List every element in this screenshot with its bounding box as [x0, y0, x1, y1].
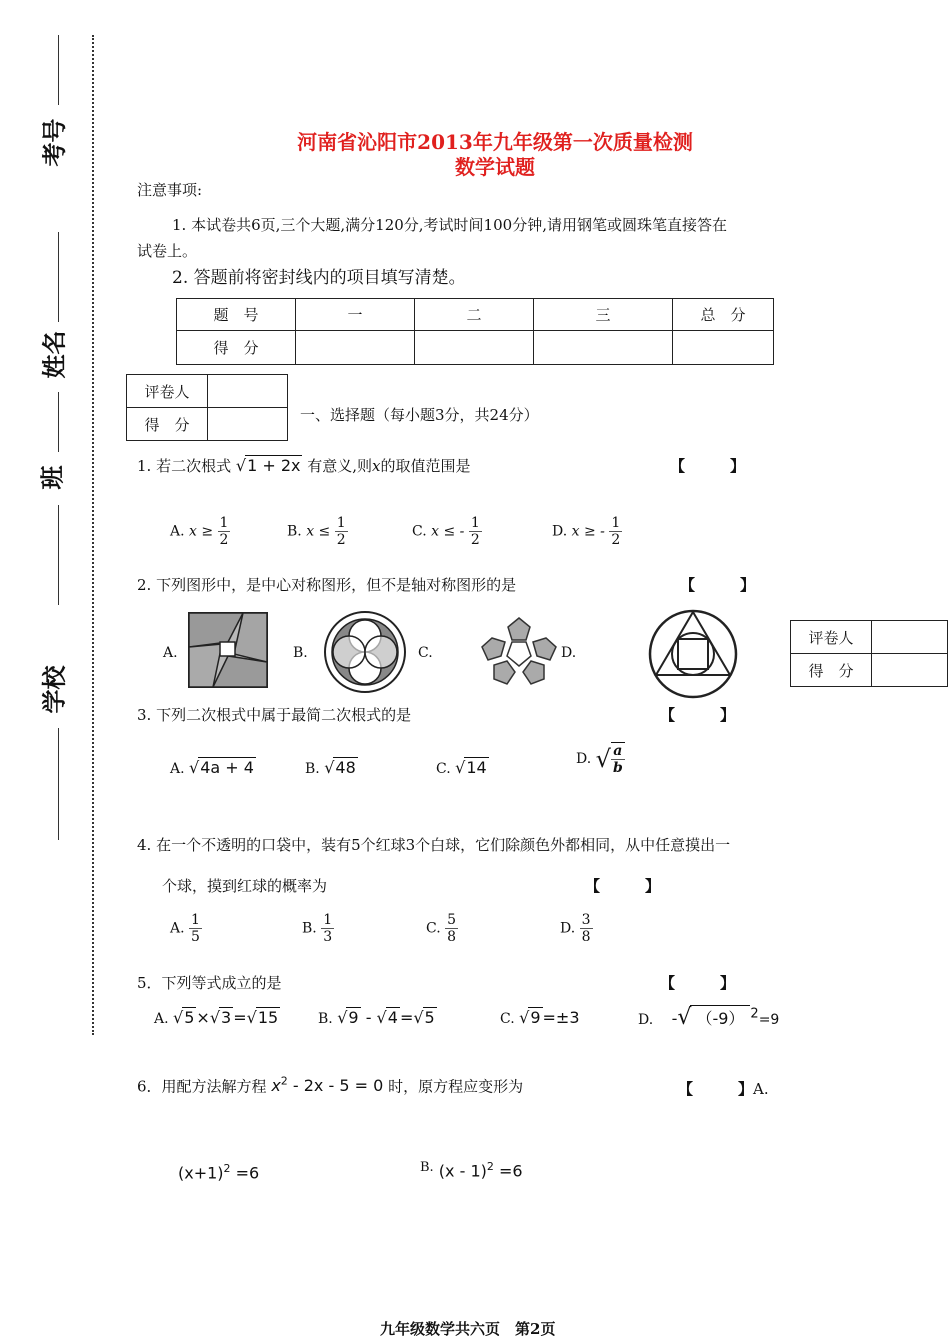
- q5-c-r1: 9: [530, 1008, 541, 1027]
- q3-d-den: b: [612, 760, 623, 776]
- margin-line-ban-top: [58, 392, 59, 452]
- seal-dotted-line: [92, 35, 94, 1035]
- q1-d-den: 2: [611, 532, 621, 548]
- q5-a-eq: =: [233, 1008, 247, 1027]
- reviewer-cell[interactable]: [208, 375, 288, 408]
- q6-stem-a: 6．用配方法解方程: [137, 1077, 267, 1096]
- q6-answer-bracket[interactable]: [678, 1078, 769, 1099]
- reviewer2-label: 评卷人: [791, 621, 872, 654]
- score-header-3: 三: [534, 299, 673, 331]
- q6-bracket-text: 【 】: [678, 1080, 754, 1098]
- q4-stem-a: 4. 在一个不透明的口袋中，装有5个红球3个白球，它们除颜色外都相同，从中任意摸出一: [137, 836, 731, 854]
- score-cell-1[interactable]: [296, 331, 415, 365]
- notice-item1b: 试卷上。: [137, 242, 198, 260]
- q1-stem-c: 的取值范围是: [380, 457, 471, 475]
- reviewer-score-cell[interactable]: [208, 408, 288, 441]
- score-row-label: 得 分: [177, 331, 296, 365]
- q1-stem-b: 有意义,则: [307, 457, 373, 475]
- q5-a-r3: 15: [257, 1008, 279, 1027]
- page-title: 河南省沁阳市2013年九年级第一次质量检测: [297, 130, 693, 154]
- q6-eq-exp: 2: [280, 1075, 288, 1088]
- q6-option-a[interactable]: [178, 1162, 259, 1182]
- q6-b-exp: 2: [486, 1160, 494, 1173]
- q6-a-expr: (x+1): [178, 1163, 224, 1183]
- q1-stem-a: 1. 若二次根式: [137, 457, 232, 475]
- q5-b-label: B.: [318, 1011, 333, 1027]
- q4-b-num: 1: [323, 912, 333, 928]
- q1-sqrt: √1 + 2x: [235, 456, 301, 475]
- q6-b-expr: (x - 1): [438, 1161, 487, 1181]
- q2-label-c[interactable]: C.: [418, 645, 433, 661]
- q1-b-num: 1: [336, 515, 346, 531]
- q4-c-num: 5: [447, 912, 457, 928]
- reviewer2-score-label: 得 分: [791, 654, 872, 687]
- q5-b-r3: 5: [424, 1008, 435, 1027]
- q1-b-rel: x ≤: [306, 523, 331, 540]
- q6-b-label: B.: [420, 1160, 434, 1175]
- q4-d-frac: [580, 912, 593, 945]
- q4-option-b[interactable]: [302, 912, 334, 945]
- q5-d-rest: =9: [758, 1012, 780, 1028]
- q3-d-sqrt: √: [595, 745, 611, 773]
- q2-label-d[interactable]: D.: [561, 645, 577, 661]
- q5-d-exp: 2: [750, 1006, 759, 1022]
- q5-option-b[interactable]: [318, 1007, 437, 1027]
- q2-figure-b: [323, 610, 407, 694]
- q4-option-a[interactable]: [170, 912, 202, 945]
- q4-a-den: 5: [191, 929, 200, 945]
- q4-b-frac: [321, 912, 334, 945]
- q4-a-num: 1: [191, 912, 200, 928]
- q4-b-label: B.: [302, 920, 317, 937]
- q6-eq-base: x: [271, 1076, 281, 1096]
- q4-c-den: 8: [447, 929, 457, 945]
- q1-stem: [137, 455, 471, 476]
- q5-c-label: C.: [500, 1011, 515, 1027]
- score-header-0: 题 号: [177, 299, 296, 331]
- q5-stem: 5．下列等式成立的是: [137, 974, 282, 992]
- q2-stem: 2. 下列图形中，是中心对称图形，但不是轴对称图形的是: [137, 576, 517, 594]
- score-cell-2[interactable]: [415, 331, 534, 365]
- q4-b-den: 3: [323, 929, 333, 945]
- q1-d-frac: [609, 515, 622, 548]
- q1-a-label: A.: [170, 523, 185, 540]
- q2-figure-c: [478, 616, 560, 694]
- margin-line-xingming: [58, 232, 59, 322]
- q1-a-frac: [218, 515, 231, 548]
- page-subtitle: 数学试题: [455, 155, 535, 179]
- score-header-1: 一: [296, 299, 415, 331]
- reviewer2-cell[interactable]: [872, 621, 948, 654]
- q6-stem-b: 时，原方程应变形为: [388, 1077, 524, 1096]
- margin-line-kaohao: [58, 35, 59, 105]
- q5-b-op: -: [365, 1008, 372, 1027]
- q1-b-den: 2: [336, 532, 346, 548]
- q1-d-label: D.: [552, 523, 568, 540]
- q3-option-a[interactable]: [170, 757, 256, 777]
- q3-c-sqrt: √14: [455, 758, 487, 777]
- margin-label-xuexiao: 学校: [40, 665, 69, 714]
- reviewer2-score-cell[interactable]: [872, 654, 948, 687]
- q6-stem: [137, 1075, 523, 1096]
- q3-b-radicand: 48: [335, 758, 356, 777]
- q1-c-label: C.: [412, 523, 427, 540]
- q4-d-num: 3: [581, 912, 591, 928]
- margin-line-ban-bottom: [58, 505, 59, 605]
- q1-d-rel: x ≥ -: [571, 523, 605, 540]
- q6-equation: [271, 1076, 383, 1095]
- q5-b-r2: 4: [387, 1008, 398, 1027]
- q5-c-expr: √9 =±3: [519, 1008, 580, 1027]
- q5-a-expr: √5 ×√3 =√15: [173, 1008, 279, 1027]
- q1-option-d[interactable]: [552, 515, 622, 548]
- q5-a-op: ×: [196, 1008, 210, 1027]
- q4-d-den: 8: [581, 929, 591, 945]
- q1-var: x: [372, 457, 381, 475]
- q6-a-exp: 2: [223, 1162, 231, 1175]
- q3-b-label: B.: [305, 761, 320, 777]
- q3-option-b[interactable]: [305, 757, 358, 777]
- q1-d-num: 1: [611, 515, 621, 531]
- q3-d-num: a: [611, 743, 625, 760]
- q4-c-label: C.: [426, 920, 441, 937]
- margin-label-ban: 班: [38, 465, 67, 490]
- q3-d-frac: [611, 742, 625, 776]
- q5-d-minus: -: [671, 1009, 678, 1028]
- q5-d-label: D.: [638, 1012, 654, 1028]
- page-footer: 九年级数学共六页 第2页: [380, 1320, 556, 1338]
- q3-b-sqrt: √48: [324, 758, 356, 777]
- margin-line-xuexiao: [58, 728, 59, 840]
- q5-d-expr: -√ （-9） $^2$=9: [671, 1005, 780, 1030]
- q4-c-frac: [445, 912, 458, 945]
- q1-c-rel: x ≤ -: [431, 523, 465, 540]
- reviewer-label: 评卷人: [127, 375, 208, 408]
- score-header-2: 二: [415, 299, 534, 331]
- q5-option-c[interactable]: [500, 1007, 580, 1027]
- q3-a-sqrt: √4a + 4: [189, 758, 254, 777]
- reviewer-box-2: [790, 620, 948, 687]
- q3-c-radicand: 14: [466, 758, 487, 777]
- q3-a-radicand: 4a + 4: [200, 758, 254, 777]
- q1-c-den: 2: [470, 532, 480, 548]
- q5-option-d[interactable]: [638, 1005, 779, 1030]
- q2-label-b[interactable]: B.: [293, 645, 308, 661]
- q5-c-rest: =±3: [542, 1008, 580, 1027]
- q1-option-a[interactable]: [170, 515, 230, 548]
- q3-answer-bracket[interactable]: 【 】: [660, 706, 736, 724]
- q1-a-rel: x ≥: [189, 523, 214, 540]
- q3-stem: 3. 下列二次根式中属于最简二次根式的是: [137, 706, 412, 724]
- q5-a-r1: 5: [184, 1008, 195, 1027]
- q5-answer-bracket[interactable]: 【 】: [660, 974, 736, 992]
- q1-radicand: 1 + 2x: [247, 456, 301, 475]
- q5-a-label: A.: [154, 1011, 169, 1027]
- q4-d-label: D.: [560, 920, 576, 937]
- q6-option-b[interactable]: [420, 1160, 523, 1180]
- q1-b-label: B.: [287, 523, 302, 540]
- q6-b-rest: =6: [498, 1161, 523, 1181]
- q1-option-c[interactable]: [412, 515, 482, 548]
- q4-option-d[interactable]: [560, 912, 593, 945]
- reviewer-box-1: [126, 374, 288, 441]
- q4-answer-bracket[interactable]: 【 】: [585, 877, 661, 895]
- q6-eq-rest: - 2x - 5 = 0: [292, 1076, 384, 1096]
- notice-heading: 注意事项:: [137, 181, 203, 199]
- section1-title: 一、选择题（每小题3分，共24分）: [300, 406, 539, 424]
- q4-a-frac: [189, 912, 202, 945]
- q5-a-r2: 3: [221, 1008, 232, 1027]
- q1-answer-bracket[interactable]: 【 】: [670, 457, 746, 475]
- q6-after-bracket: A.: [753, 1080, 769, 1098]
- q3-d-label: D.: [576, 751, 592, 767]
- q3-option-d[interactable]: [576, 742, 625, 776]
- q5-b-eq: =: [399, 1008, 414, 1027]
- margin-label-xingming: 姓名: [40, 330, 69, 379]
- q4-stem-b: 个球，摸到红球的概率为: [162, 877, 328, 895]
- margin-label-kaohao: 考号: [40, 118, 69, 167]
- q3-option-c[interactable]: [436, 757, 489, 777]
- q5-b-r1: 9: [348, 1008, 359, 1027]
- reviewer-score-label: 得 分: [127, 408, 208, 441]
- score-cell-3[interactable]: [534, 331, 673, 365]
- score-cell-total[interactable]: [673, 331, 774, 365]
- q2-figure-a: [188, 612, 268, 688]
- notice-item1a: 1. 本试卷共6页,三个大题,满分120分,考试时间100分钟,请用钢笔或圆珠笔直接答在: [172, 216, 727, 234]
- q1-c-frac: [469, 515, 482, 548]
- q4-option-c[interactable]: [426, 912, 458, 945]
- q1-b-frac: [335, 515, 348, 548]
- q5-b-expr: √9 - √4 =√5: [337, 1008, 435, 1027]
- q6-a-rest: =6: [235, 1163, 260, 1183]
- q3-c-label: C.: [436, 761, 451, 777]
- q4-a-label: A.: [170, 920, 185, 937]
- score-header-4: 总 分: [673, 299, 774, 331]
- q5-option-a[interactable]: [154, 1007, 280, 1027]
- q1-c-num: 1: [470, 515, 480, 531]
- q1-a-num: 1: [219, 515, 229, 531]
- q2-label-a[interactable]: A.: [163, 645, 178, 661]
- q3-a-label: A.: [170, 761, 185, 777]
- q2-answer-bracket[interactable]: 【 】: [680, 576, 756, 594]
- score-table: [176, 298, 774, 365]
- q1-a-den: 2: [219, 532, 229, 548]
- q2-figure-d: [648, 609, 738, 699]
- notice-item2: 2. 答题前将密封线内的项目填写清楚。: [172, 268, 466, 288]
- q5-d-radicand: （-9）: [690, 1005, 750, 1029]
- q1-option-b[interactable]: [287, 515, 348, 548]
